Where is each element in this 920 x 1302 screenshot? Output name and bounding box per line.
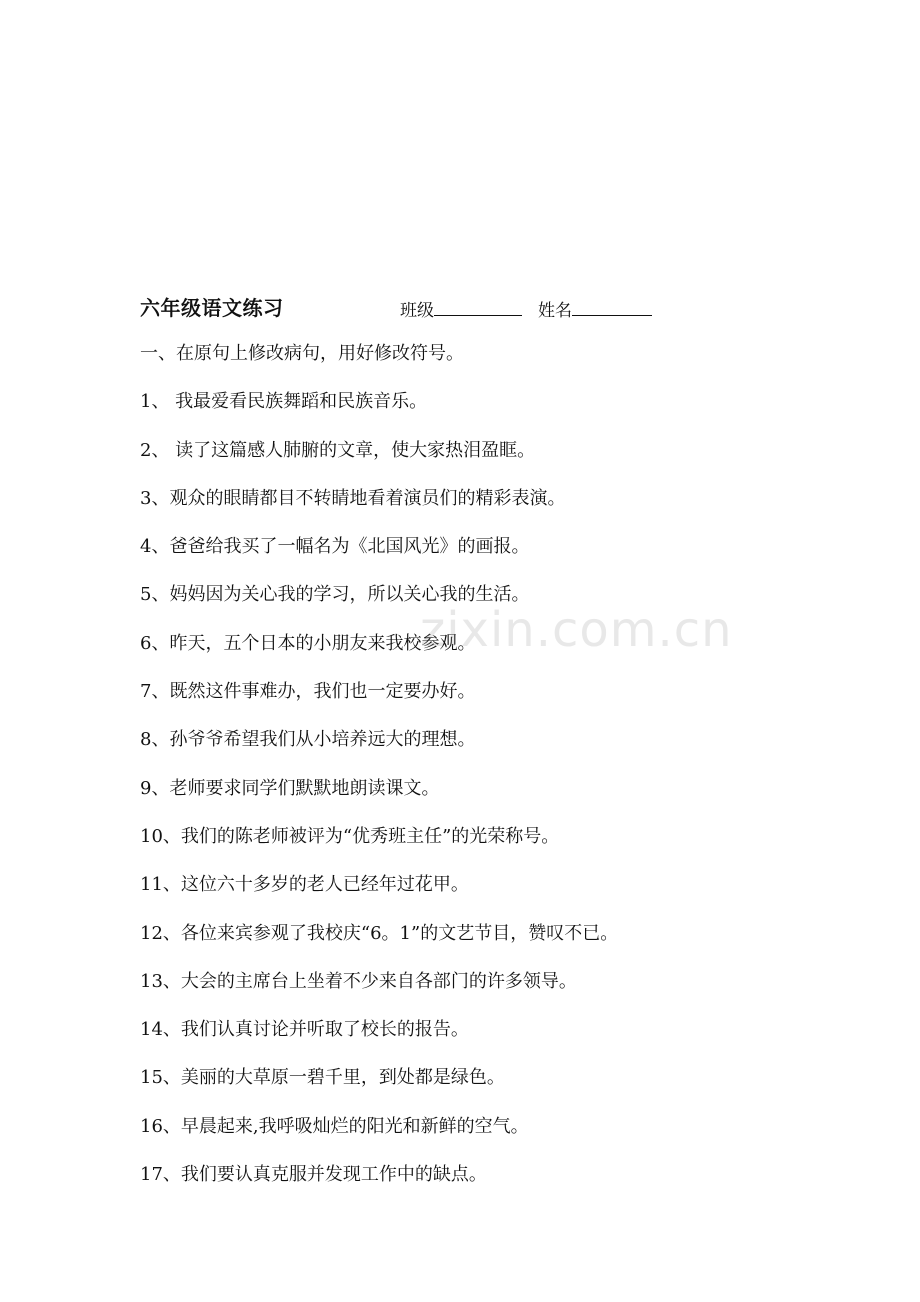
exercise-item: 14、我们认真讨论并听取了校长的报告。	[140, 1019, 469, 1041]
exercise-item: 3、观众的眼睛都目不转睛地看着演员们的精彩表演。	[140, 487, 566, 509]
exercise-item: 10、我们的陈老师被评为“优秀班主任”的光荣称号。	[140, 825, 560, 847]
exercise-item: 1、 我最爱看民族舞蹈和民族音乐。	[140, 391, 428, 413]
exercise-item: 16、早晨起来,我呼吸灿烂的阳光和新鲜的空气。	[140, 1115, 529, 1137]
exercise-item: 15、美丽的大草原一碧千里，到处都是绿色。	[140, 1067, 505, 1089]
exercise-item: 9、老师要求同学们默默地朗读课文。	[140, 777, 440, 799]
exercise-item: 4、爸爸给我买了一幅名为《北国风光》的画报。	[140, 536, 530, 558]
name-blank-line	[572, 297, 652, 316]
section-instruction: 一、在原句上修改病句，用好修改符号。	[140, 343, 464, 364]
class-label: 班级	[400, 301, 434, 321]
class-blank-line	[434, 297, 522, 316]
class-field	[400, 296, 522, 321]
exercise-item: 6、昨天，五个日本的小朋友来我校参观。	[140, 632, 476, 654]
exercise-item: 17、我们要认真克服并发现工作中的缺点。	[140, 1164, 487, 1186]
exercise-list	[140, 338, 900, 1207]
exercise-item: 13、大会的主席台上坐着不少来自各部门的许多领导。	[140, 970, 577, 992]
worksheet-header	[140, 288, 780, 324]
worksheet-title: 六年级语文练习	[140, 296, 284, 320]
name-field	[538, 296, 652, 321]
exercise-item: 8、孙爷爷希望我们从小培养远大的理想。	[140, 729, 476, 751]
watermark: zixin.com.cn	[420, 602, 733, 658]
exercise-item: 12、各位来宾参观了我校庆“6。1”的文艺节目，赞叹不已。	[140, 922, 619, 944]
exercise-item: 2、 读了这篇感人肺腑的文章，使大家热泪盈眶。	[140, 439, 536, 461]
exercise-item: 5、妈妈因为关心我的学习，所以关心我的生活。	[140, 584, 530, 606]
exercise-item: 7、既然这件事难办，我们也一定要办好。	[140, 681, 476, 703]
name-label: 姓名	[538, 301, 572, 321]
exercise-item: 11、这位六十多岁的老人已经年过花甲。	[140, 874, 469, 896]
